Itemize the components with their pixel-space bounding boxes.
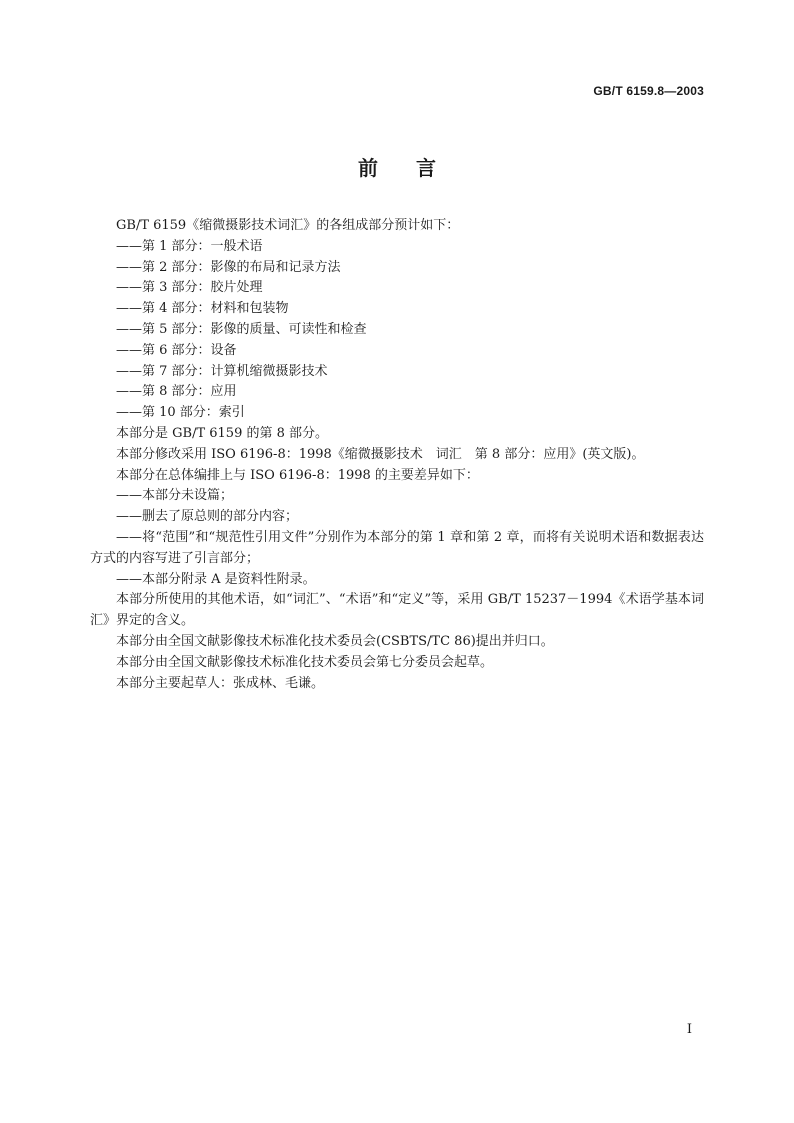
list-item-part-7: ——第 7 部分：计算机缩微摄影技术 (116, 363, 328, 379)
list-item-part-4: ——第 4 部分：材料和包装物 (116, 301, 289, 317)
preface-body (90, 216, 704, 694)
list-item-part-5: ——第 5 部分：影像的质量、可读性和检查 (116, 321, 367, 337)
list-item-part-10: ——第 10 部分：索引 (116, 405, 245, 421)
paragraph-other-terms: 本部分所使用的其他术语，如“词汇”、“术语”和“定义”等，采用 GB/T 15237－1994《术语学基本词汇》界定的含义。 (90, 592, 704, 629)
paragraph-drafters: 本部分主要起草人：张成林、毛谦。 (116, 675, 325, 691)
paragraph-drafted-by: 本部分由全国文献影像技术标准化技术委员会第七分委员会起草。 (116, 654, 494, 670)
list-item-difference-2: ——删去了原总则的部分内容； (116, 509, 299, 525)
page-number: I (686, 1022, 692, 1037)
paragraph-intro: GB/T 6159《缩微摄影技术词汇》的各组成部分预计如下： (116, 218, 460, 233)
list-item-difference-3: ——将“范围”和“规范性引用文件”分别作为本部分的第 1 章和第 2 章，而将有关说明术语和数据表达方式的内容写进了引言部分； (90, 529, 704, 566)
list-item-part-2: ——第 2 部分：影像的布局和记录方法 (116, 259, 341, 275)
list-item-part-1: ——第 1 部分：一般术语 (116, 238, 263, 254)
list-item-difference-1: ——本部分未设篇； (116, 488, 234, 504)
paragraph-differences-intro: 本部分在总体编排上与 ISO 6196-8：1998 的主要差异如下： (116, 467, 479, 483)
list-item-part-3: ——第 3 部分：胶片处理 (116, 280, 263, 296)
paragraph-proposed-by: 本部分由全国文献影像技术标准化技术委员会(CSBTS/TC 86)提出并归口。 (116, 633, 554, 649)
paragraph-part-statement: 本部分是 GB/T 6159 的第 8 部分。 (116, 425, 329, 441)
page-title: 前言 (358, 156, 474, 180)
list-item-part-6: ——第 6 部分：设备 (116, 342, 237, 358)
list-item-part-8: ——第 8 部分：应用 (116, 384, 237, 400)
paragraph-iso-adoption: 本部分修改采用 ISO 6196-8：1998《缩微摄影技术 词汇 第 8 部分：应用》(英文版)。 (116, 446, 645, 462)
list-item-difference-4: ——本部分附录 A 是资料性附录。 (116, 571, 316, 587)
standard-number: GB/T 6159.8—2003 (593, 84, 704, 98)
